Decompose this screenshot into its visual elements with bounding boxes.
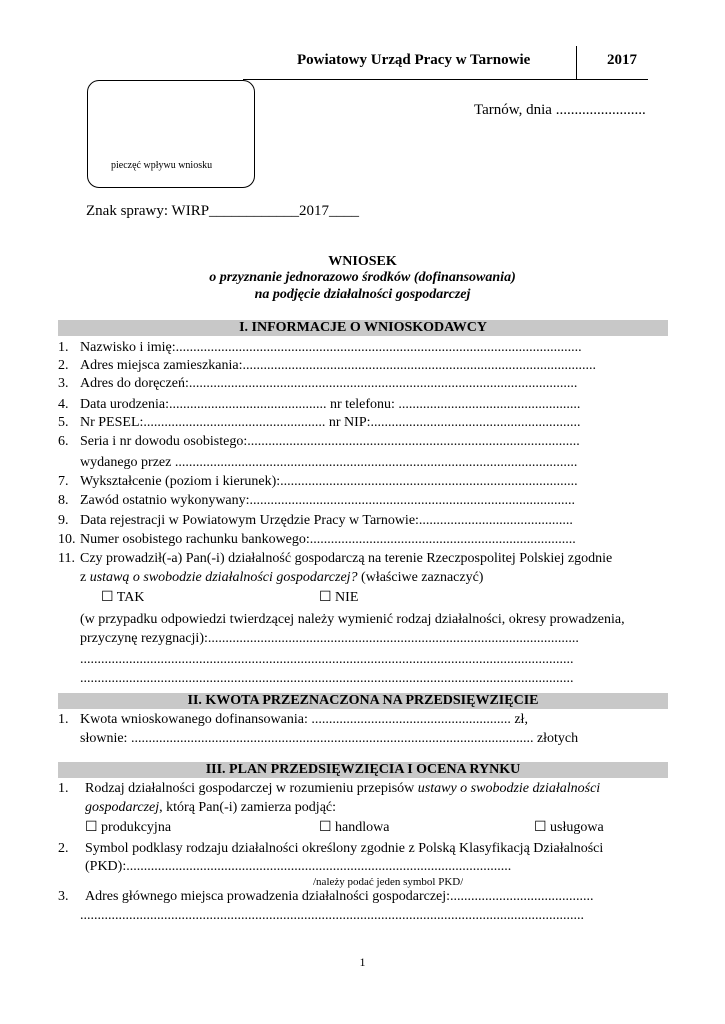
section-3-heading: III. PLAN PRZEDSIĘWZIĘCIA I OCENA RYNKU — [205, 762, 521, 777]
field-resignation-reason[interactable]: przyczynę rezygnacji):.......................................................................................................... — [80, 631, 579, 646]
stamp-box — [87, 80, 255, 188]
item-number: 4. — [58, 397, 69, 412]
item-number: 1. — [58, 712, 69, 727]
question-11-note: (w przypadku odpowiedzi twierdzącej należy wymienić rodzaj działalności, okresy prowadzenia, — [80, 612, 625, 627]
item-number: 3. — [58, 889, 69, 904]
field-dots[interactable]: ............................................................................................................................................. — [80, 652, 574, 667]
header-divider — [576, 46, 577, 80]
question-2-text: Symbol podklasy rodzaju działalności określony zgodnie z Polską Klasyfikacją Działalności — [85, 841, 604, 856]
field-business-address[interactable]: Adres głównego miejsca prowadzenia działalności gospodarczej:......................................... — [85, 889, 594, 904]
item-number: 2. — [58, 358, 69, 373]
document-title: WNIOSEK — [328, 254, 397, 269]
item-number: 8. — [58, 493, 69, 508]
case-number-field[interactable]: Znak sprawy: WIRP____________2017____ — [86, 203, 360, 219]
item-number: 9. — [58, 513, 69, 528]
year: 2017 — [607, 52, 637, 68]
field-amount-words[interactable]: słownie: ................................................................................................................... złotych — [80, 731, 579, 746]
header-rule — [243, 79, 648, 80]
field-pesel-nip[interactable]: Nr PESEL:.................................................... nr NIP:............................................................ — [80, 415, 581, 430]
item-number: 2. — [58, 841, 69, 856]
field-address[interactable]: Adres miejsca zamieszkania:..................................................................................................... — [80, 358, 596, 373]
place-date-field[interactable]: Tarnów, dnia ........................ — [474, 102, 646, 118]
field-birthdate-phone[interactable]: Data urodzenia:............................................. nr telefonu: .................................................... — [80, 397, 581, 412]
field-id-card[interactable]: Seria i nr dowodu osobistego:............................................................................................... — [80, 434, 580, 449]
document-subtitle: o przyznanie jednorazowo środków (dofinansowania) — [209, 270, 516, 285]
item-number: 10. — [58, 532, 76, 547]
option-trade-checkbox[interactable]: ☐ handlowa — [319, 820, 390, 835]
field-last-occupation[interactable]: Zawód ostatnio wykonywany:............................................................................................. — [80, 493, 576, 508]
document-subtitle-2: na podjęcie działalności gospodarczej — [254, 287, 471, 302]
field-pkd[interactable]: (PKD):.............................................................................................................. — [85, 859, 512, 874]
option-service-checkbox[interactable]: ☐ usługowa — [534, 820, 604, 835]
field-registration-date[interactable]: Data rejestracji w Powiatowym Urzędzie Pracy w Tarnowie:............................................ — [80, 513, 573, 528]
field-dots[interactable]: ............................................................................................................................................. — [80, 671, 574, 686]
item-number: 1. — [58, 340, 69, 355]
item-number: 11. — [58, 551, 75, 566]
field-dots[interactable]: ................................................................................................................................................ — [80, 908, 584, 923]
stamp-label: pieczęć wpływu wniosku — [111, 160, 213, 171]
question-11-text: Czy prowadził(-a) Pan(-i) działalność gospodarczą na terenie Rzeczpospolitej Polskiej zgodnie — [80, 551, 613, 566]
page-number: 1 — [359, 955, 366, 969]
office-name: Powiatowy Urząd Pracy w Tarnowie — [297, 52, 531, 68]
question-11-text-2: z ustawą o swobodzie działalności gospodarczej? (właściwe zaznaczyć) — [80, 570, 484, 585]
item-number: 6. — [58, 434, 69, 449]
section-1-heading: I. INFORMACJE O WNIOSKODAWCY — [239, 320, 487, 335]
field-issued-by[interactable]: wydanego przez ................................................................................................................... — [80, 455, 578, 470]
item-number: 3. — [58, 376, 69, 391]
option-production-checkbox[interactable]: ☐ produkcyjna — [85, 820, 172, 835]
option-yes-checkbox[interactable]: ☐ TAK — [101, 590, 145, 605]
question-1-text-2: gospodarczej, którą Pan(-i) zamierza podjąć: — [85, 800, 337, 815]
field-correspondence-address[interactable]: Adres do doręczeń:............................................................................................................... — [80, 376, 578, 391]
item-number: 1. — [58, 781, 69, 796]
section-2-heading: II. KWOTA PRZEZNACZONA NA PRZEDSIĘWZIĘCIE — [187, 693, 539, 708]
item-number: 7. — [58, 474, 69, 489]
option-no-checkbox[interactable]: ☐ NIE — [319, 590, 359, 605]
pkd-note: /należy podać jeden symbol PKD/ — [313, 876, 464, 888]
field-bank-account[interactable]: Numer osobistego rachunku bankowego:............................................................................ — [80, 532, 576, 547]
field-education[interactable]: Wykształcenie (poziom i kierunek):..................................................................................... — [80, 474, 578, 489]
question-1-text: Rodzaj działalności gospodarczej w rozumieniu przepisów ustawy o swobodzie działalności — [85, 781, 601, 796]
field-amount[interactable]: Kwota wnioskowanego dofinansowania: ......................................................... zł, — [80, 712, 528, 727]
item-number: 5. — [58, 415, 69, 430]
field-name[interactable]: Nazwisko i imię:.................................................................................................................... — [80, 340, 582, 355]
